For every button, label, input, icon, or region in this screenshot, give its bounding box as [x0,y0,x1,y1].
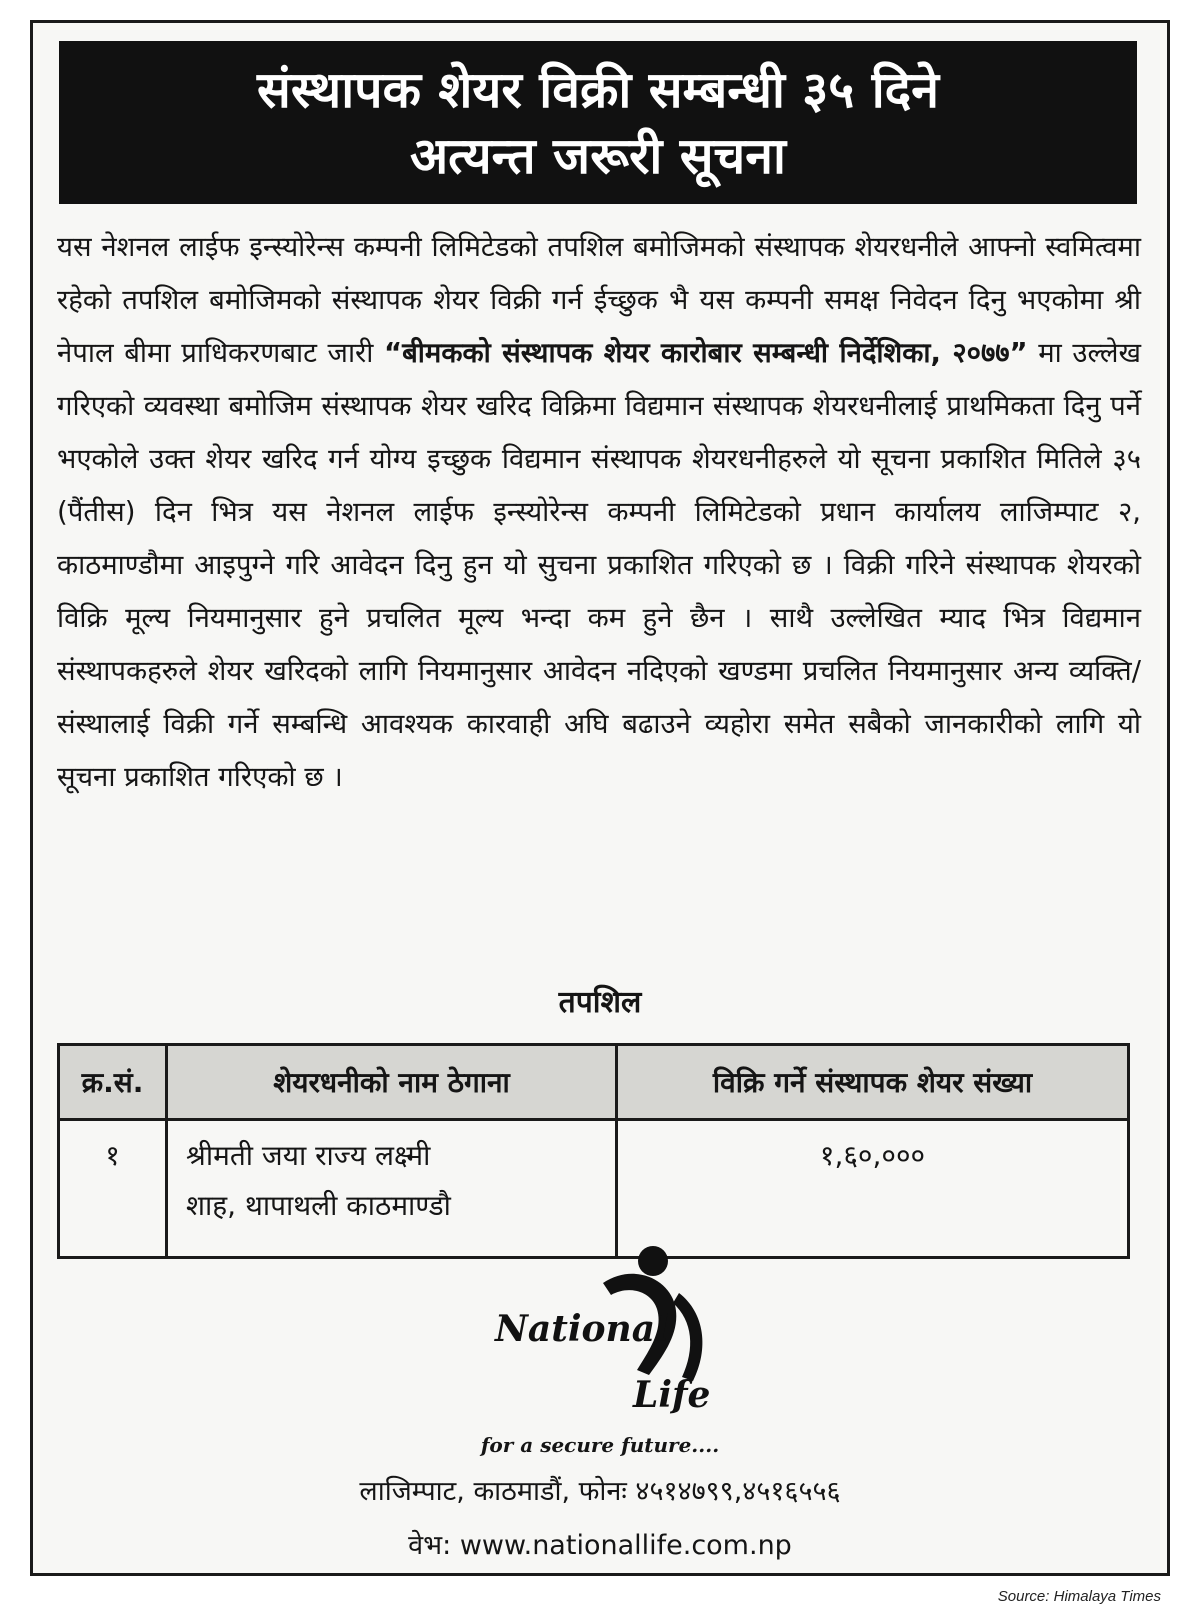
title-line-1: संस्थापक शेयर विक्री सम्बन्धी ३५ दिने [257,60,939,119]
title-line-2: अत्यन्त जरूरी सूचना [409,126,786,185]
logo-tagline: for a secure future.... [480,1433,720,1457]
table-header-row [59,1045,1129,1120]
logo-word-national: National [495,1308,669,1350]
cell-name-line-1: श्रीमती जया राज्य लक्ष्मी [186,1139,431,1172]
col-header-sn: क्र.सं. [59,1045,167,1120]
notice-frame [30,20,1170,1576]
logo-swoosh-icon [673,1293,702,1381]
cell-share-count: १,६०,००० [617,1120,1129,1258]
web-label: वेभ: [408,1530,452,1561]
logo-head-icon [638,1246,668,1276]
contact-web [33,1525,1167,1562]
source-credit: Source: Himalaya Times [997,1588,1161,1605]
notice-body [57,221,1141,804]
body-part-3: मा उल्लेख गरिएको व्यवस्था बमोजिम संस्थापक शेयर खरिद विक्रिमा विद्यमान संस्थापक शेयरधनीलाई प्राथमिकता दिनु पर्ने भएकोले उक्त शेयर खरिद गर्न योग्य इच्छुक विद्यमान संस्थापक शेयरधनीहरुले यो सूचना प्रकाशित मितिले ३५ (पैंतीस) दिन भित्र यस नेशनल लाईफ इन्स्योरेन्स कम्पनी लिमिटेडको प्रधान कार्यालय लाजिम्पाट २, काठमाण्डौमा आइपुग्ने गरि आवेदन दिनु हुन यो सुचना प्रकाशित गरिएको छ । विक्री गरिने संस्थापक शेयरको विक्रि मूल्य नियमानुसार हुने प्रचलित मूल्य भन्दा कम हुने छैन । साथै उल्लेखित म्याद भित्र विद्यमान संस्थापकहरुले शेयर खरिदको लागि नियमानुसार आवेदन नदिएको खण्डमा प्रचलित नियमानुसार अन्य व्यक्ति/संस्थालाई विक्री गर्ने सम्बन्धि आवश्यक कारवाही अघि बढाउने व्यहोरा समेत सबैको जानकारीको लागि यो सूचना प्रकाशित गरिएको छ । [57,337,1141,793]
contact-address: लाजिम्पाट, काठमाडौं, फोनः ४५१४७९९,४५१६५५६ [359,1476,841,1507]
website-link[interactable]: www.nationallife.com.np [459,1530,792,1561]
national-life-logo [453,1223,753,1433]
cell-name-line-2: शाह, थापाथली काठमाण्डौ [186,1189,451,1222]
notice-title-box [59,41,1137,204]
col-header-count: विक्रि गर्ने संस्थापक शेयर संख्या [617,1045,1129,1120]
body-part-1: यस नेशनल लाईफ इन्स्योरेन्स कम्पनी लिमिटेडको तपशिल बमोजिमको संस्थापक शेयरधनीले आफ्नो स्वमित्वमा रहेको तपशिल बमोजिमको संस्थापक शेयर विक्री गर्न ईच्छुक भै यस कम्पनी समक्ष निवेदन दिनु भएकोमा श्री नेपाल बीमा प्राधिकरणबाट जारी [57,231,1141,369]
col-header-name: शेयरधनीको नाम ठेगाना [167,1045,617,1120]
table-heading: तपशिल [558,985,642,1020]
body-directive-name: “बीमकको संस्थापक शेयर कारोबार सम्बन्धी निर्देशिका, २०७७” [384,337,1028,369]
logo-word-life: Life [633,1374,711,1416]
cell-sn: १ [59,1120,167,1258]
